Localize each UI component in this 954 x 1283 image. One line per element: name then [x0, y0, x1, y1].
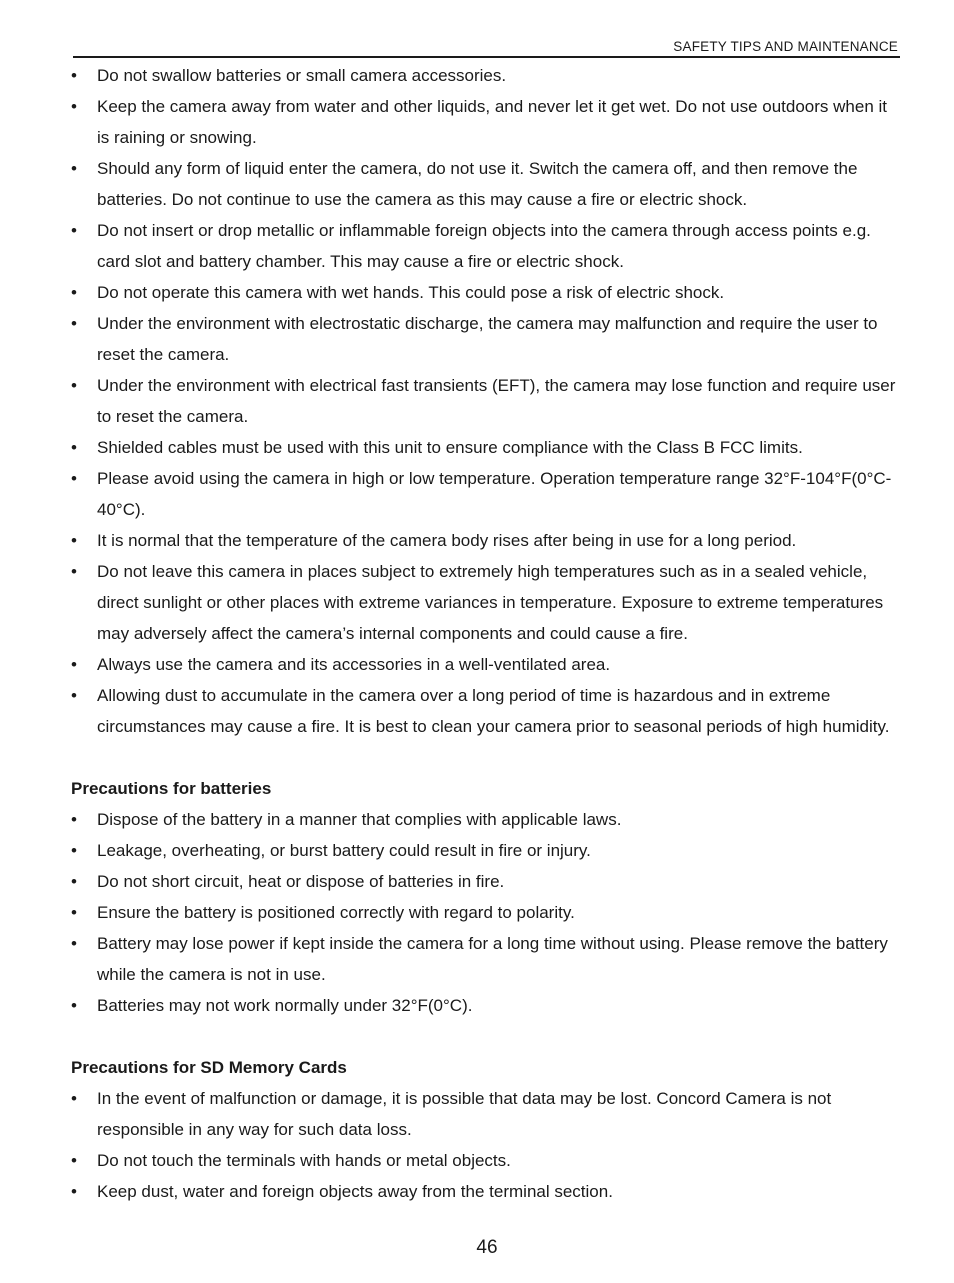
list-item-text: Do not operate this camera with wet hands. This could pose a risk of electric shock. [97, 283, 725, 302]
batteries-heading: Precautions for batteries [71, 779, 272, 798]
list-item-text: It is normal that the temperature of the camera body rises after being in use for a long period. [97, 531, 797, 550]
list-item-text: Should any form of liquid enter the camera, do not use it. Switch the camera off, and then remove the batteries. Do not continue to use the camera as this may cause a fire or electric shock. [97, 159, 858, 209]
list-item-text: Under the environment with electrostatic discharge, the camera may malfunction and require the user to reset the camera. [97, 314, 878, 364]
page-header [73, 36, 900, 58]
bullet-icon: • [71, 283, 77, 302]
bullet-icon: • [71, 1089, 77, 1108]
batteries-list [71, 804, 903, 1021]
list-item [71, 370, 903, 432]
list-item-text: Ensure the battery is positioned correctly with regard to polarity. [97, 903, 575, 922]
page-header-title: SAFETY TIPS AND MAINTENANCE [673, 39, 898, 54]
list-item-text: Do not insert or drop metallic or inflammable foreign objects into the camera through access points e.g. card slot and battery chamber. This may cause a fire or electric shock. [97, 221, 871, 271]
list-item [71, 60, 903, 91]
sd-cards-heading: Precautions for SD Memory Cards [71, 1058, 347, 1077]
page-content [71, 60, 903, 1207]
list-item [71, 1176, 903, 1207]
bullet-icon: • [71, 97, 77, 116]
list-item-text: Do not short circuit, heat or dispose of batteries in fire. [97, 872, 505, 891]
list-item-text: Always use the camera and its accessories in a well-ventilated area. [97, 655, 611, 674]
bullet-icon: • [71, 1151, 77, 1170]
list-item [71, 308, 903, 370]
list-item-text: Keep the camera away from water and other liquids, and never let it get wet. Do not use outdoors when it is raining or snowing. [97, 97, 887, 147]
list-item-text: Leakage, overheating, or burst battery could result in fire or injury. [97, 841, 591, 860]
list-item [71, 804, 903, 835]
bullet-icon: • [71, 686, 77, 705]
list-item-text: Battery may lose power if kept inside the camera for a long time without using. Please remove the battery while the camera is not in use. [97, 934, 888, 984]
bullet-icon: • [71, 841, 77, 860]
list-item [71, 928, 903, 990]
bullet-icon: • [71, 314, 77, 333]
general-tips-list [71, 60, 903, 742]
list-item-text: Dispose of the battery in a manner that complies with applicable laws. [97, 810, 622, 829]
list-item [71, 835, 903, 866]
bullet-icon: • [71, 438, 77, 457]
list-item-text: Shielded cables must be used with this unit to ensure compliance with the Class B FCC limits. [97, 438, 803, 457]
list-item [71, 897, 903, 928]
list-item-text: Allowing dust to accumulate in the camera over a long period of time is hazardous and in extreme circumstances may cause a fire. It is best to clean your camera prior to seasonal periods of high humidity. [97, 686, 890, 736]
list-item-text: Do not leave this camera in places subject to extremely high temperatures such as in a sealed vehicle, direct sunlight or other places with extreme variances in temperature. Exposure to extreme temperatures may adversely affect the camera’s internal components and could cause a fire. [97, 562, 884, 643]
list-item [71, 525, 903, 556]
bullet-icon: • [71, 469, 77, 488]
sd-cards-list [71, 1083, 903, 1207]
bullet-icon: • [71, 159, 77, 178]
list-item [71, 1083, 903, 1145]
list-item [71, 215, 903, 277]
bullet-icon: • [71, 996, 77, 1015]
list-item [71, 153, 903, 215]
list-item [71, 990, 903, 1021]
list-item-text: Please avoid using the camera in high or low temperature. Operation temperature range 32°F-104°F(0°C-40°C). [97, 469, 892, 519]
list-item [71, 277, 903, 308]
bullet-icon: • [71, 562, 77, 581]
list-item [71, 1145, 903, 1176]
bullet-icon: • [71, 655, 77, 674]
bullet-icon: • [71, 221, 77, 240]
bullet-icon: • [71, 872, 77, 891]
list-item [71, 866, 903, 897]
list-item [71, 680, 903, 742]
list-item [71, 556, 903, 649]
bullet-icon: • [71, 66, 77, 85]
list-item [71, 432, 903, 463]
bullet-icon: • [71, 934, 77, 953]
list-item [71, 91, 903, 153]
list-item-text: Keep dust, water and foreign objects away from the terminal section. [97, 1182, 613, 1201]
list-item [71, 649, 903, 680]
bullet-icon: • [71, 810, 77, 829]
list-item-text: Do not swallow batteries or small camera accessories. [97, 66, 507, 85]
list-item [71, 463, 903, 525]
bullet-icon: • [71, 903, 77, 922]
bullet-icon: • [71, 376, 77, 395]
page-number: 46 [476, 1237, 498, 1258]
bullet-icon: • [71, 1182, 77, 1201]
list-item-text: Batteries may not work normally under 32°F(0°C). [97, 996, 473, 1015]
list-item-text: Do not touch the terminals with hands or metal objects. [97, 1151, 511, 1170]
list-item-text: Under the environment with electrical fast transients (EFT), the camera may lose function and require user to reset the camera. [97, 376, 896, 426]
bullet-icon: • [71, 531, 77, 550]
list-item-text: In the event of malfunction or damage, it is possible that data may be lost. Concord Camera is not responsible in any way for such data loss. [97, 1089, 832, 1139]
